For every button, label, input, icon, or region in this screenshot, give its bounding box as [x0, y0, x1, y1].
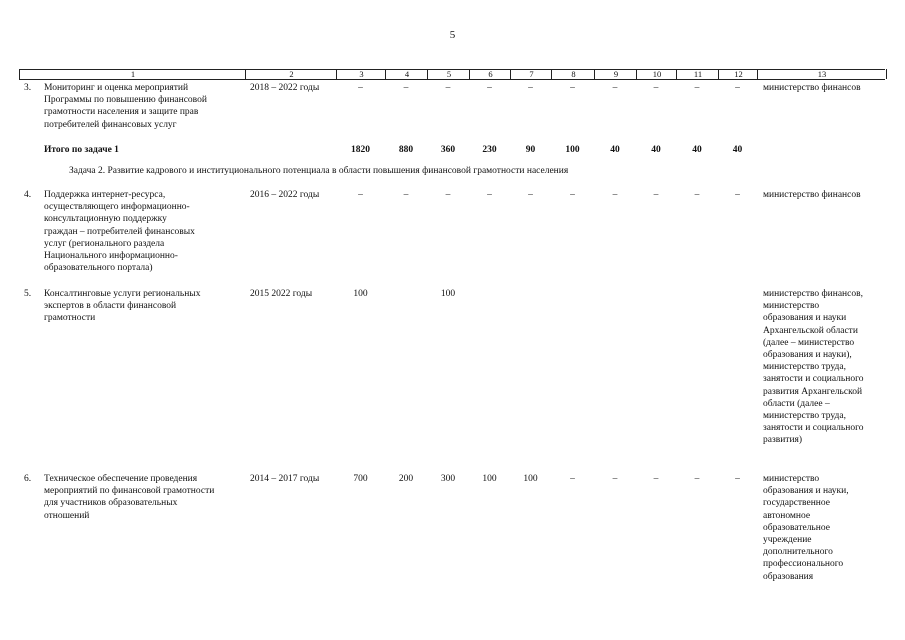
value-cell: 700 — [353, 474, 368, 484]
value-cell: – — [570, 83, 575, 93]
value-cell: – — [653, 190, 659, 200]
value-cell: 100 — [523, 474, 538, 484]
row-name-line: Техническое обеспечение проведения — [44, 474, 198, 484]
value-cell: 40 — [651, 145, 661, 155]
value-cell: 40 — [692, 145, 702, 155]
row-number: 4. — [24, 190, 32, 200]
page-number: 5 — [449, 29, 456, 41]
value-cell: – — [653, 474, 659, 484]
row-executor-line: министерство труда, — [763, 362, 846, 373]
row-executor-line: профессионального — [763, 559, 844, 570]
row-period: 2014 – 2017 годы — [250, 474, 320, 484]
row-number: 6. — [24, 474, 32, 484]
header-bottom-border — [19, 79, 885, 80]
row-executor-line: развития Архангельской — [763, 386, 863, 397]
row-executor-line: образования и науки), — [763, 350, 852, 360]
value-cell: – — [735, 190, 740, 200]
header-cell: 7 — [510, 69, 552, 79]
row-number: 3. — [24, 83, 32, 93]
value-cell: – — [403, 83, 409, 93]
task-heading: Задача 2. Развитие кадрового и институционального потенциала в области повышения финансовой грамотности населения — [69, 166, 569, 176]
value-cell: – — [487, 190, 492, 200]
row-name-line: грамотности населения и защите прав — [44, 107, 199, 118]
value-cell: – — [358, 190, 363, 200]
row-name-line: граждан – потребителей финансовых — [44, 226, 195, 237]
row-executor-line: развития) — [763, 435, 803, 446]
row-name-line: для участников образовательных — [44, 498, 178, 509]
row-number: 5. — [24, 289, 32, 299]
row-executor-line: образования и науки, — [763, 486, 849, 497]
value-cell: 1820 — [351, 145, 370, 155]
header-cell: 12 — [718, 69, 758, 79]
header-cell: 4 — [385, 69, 428, 79]
header-cell: 10 — [636, 69, 677, 79]
value-cell: – — [612, 83, 618, 93]
header-cell: 8 — [551, 69, 595, 79]
value-cell: – — [612, 474, 618, 484]
value-cell: – — [694, 83, 700, 93]
header-cell: 6 — [469, 69, 511, 79]
row-executor-line: автономное — [763, 510, 811, 521]
row-executor-line: занятости и социального — [763, 423, 864, 434]
value-cell: 230 — [482, 145, 497, 155]
value-cell: 100 — [353, 289, 368, 299]
row-name-line: отношений — [44, 510, 90, 521]
row-executor-line: государственное — [763, 498, 830, 509]
header-cell: 5 — [427, 69, 470, 79]
value-cell: – — [528, 83, 533, 93]
value-cell: – — [358, 83, 363, 93]
row-name-line: Мониторинг и оценка мероприятий — [44, 83, 189, 93]
value-cell: 200 — [398, 474, 414, 484]
row-executor-line: министерство финансов — [763, 190, 861, 200]
row-executor-line: области (далее – — [763, 398, 830, 409]
value-cell: – — [487, 83, 492, 93]
row-name-line: грамотности — [44, 313, 96, 324]
value-cell: 90 — [525, 145, 536, 155]
value-cell: – — [570, 474, 575, 484]
row-executor-line: учреждение — [763, 535, 812, 545]
row-name-line: экспертов в области финансовой — [44, 301, 177, 312]
row-name-line: Национального информационно- — [44, 251, 178, 261]
row-name-line: консультационную поддержку — [44, 214, 167, 225]
value-cell: 100 — [565, 145, 580, 155]
header-cell: 3 — [336, 69, 386, 79]
header-cell: 13 — [757, 69, 887, 79]
value-cell: 40 — [610, 145, 620, 155]
value-cell: – — [612, 190, 618, 200]
row-executor-line: занятости и социального — [763, 374, 864, 385]
row-name-line: потребителей финансовых услуг — [44, 119, 177, 130]
row-executor-line: образования — [763, 571, 814, 582]
row-executor-line: министерство финансов, — [763, 289, 863, 299]
value-cell: 100 — [482, 474, 497, 484]
header-cell: 11 — [676, 69, 719, 79]
row-executor-line: образовательное — [763, 522, 830, 533]
header-cell: 2 — [245, 69, 337, 79]
value-cell: – — [694, 474, 700, 484]
value-cell: – — [570, 190, 575, 200]
row-executor-line: министерство — [763, 474, 820, 484]
value-cell: 100 — [440, 289, 456, 299]
header-cell: 1 — [19, 69, 246, 79]
value-cell: – — [528, 190, 533, 200]
row-executor-line: министерство — [763, 301, 820, 312]
value-cell: – — [694, 190, 700, 200]
value-cell: – — [653, 83, 659, 93]
row-executor-line: дополнительного — [763, 547, 833, 558]
row-period: 2015 2022 годы — [250, 289, 313, 299]
row-name-line: осуществляющего информационно- — [44, 202, 190, 213]
row-executor-line: министерство труда, — [763, 411, 846, 421]
value-cell: – — [445, 83, 451, 93]
value-cell: – — [445, 190, 451, 200]
row-name-line: Консалтинговые услуги региональных — [44, 289, 201, 299]
row-name-line: мероприятий по финансовой грамотности — [44, 486, 215, 497]
value-cell: 40 — [732, 145, 743, 155]
total-label: Итого по задаче 1 — [44, 145, 119, 155]
row-executor-line: министерство финансов — [763, 83, 861, 93]
header-cell: 9 — [594, 69, 637, 79]
value-cell: 360 — [440, 145, 456, 155]
value-cell: – — [735, 474, 740, 484]
row-executor-line: (далее – министерство — [763, 337, 855, 348]
row-executor-line: образования и науки — [763, 313, 847, 324]
row-period: 2018 – 2022 годы — [250, 83, 320, 93]
row-period: 2016 – 2022 годы — [250, 190, 320, 200]
row-executor-line: Архангельской области — [763, 325, 858, 336]
row-name-line: Программы по повышению финансовой — [44, 95, 207, 106]
row-name-line: услуг (регионального раздела — [44, 238, 165, 249]
row-name-line: Поддержка интернет-ресурса, — [44, 190, 166, 200]
value-cell: 300 — [440, 474, 456, 484]
value-cell: – — [735, 83, 740, 93]
value-cell: 880 — [398, 145, 414, 155]
value-cell: – — [403, 190, 409, 200]
row-name-line: образовательного портала) — [44, 263, 153, 274]
